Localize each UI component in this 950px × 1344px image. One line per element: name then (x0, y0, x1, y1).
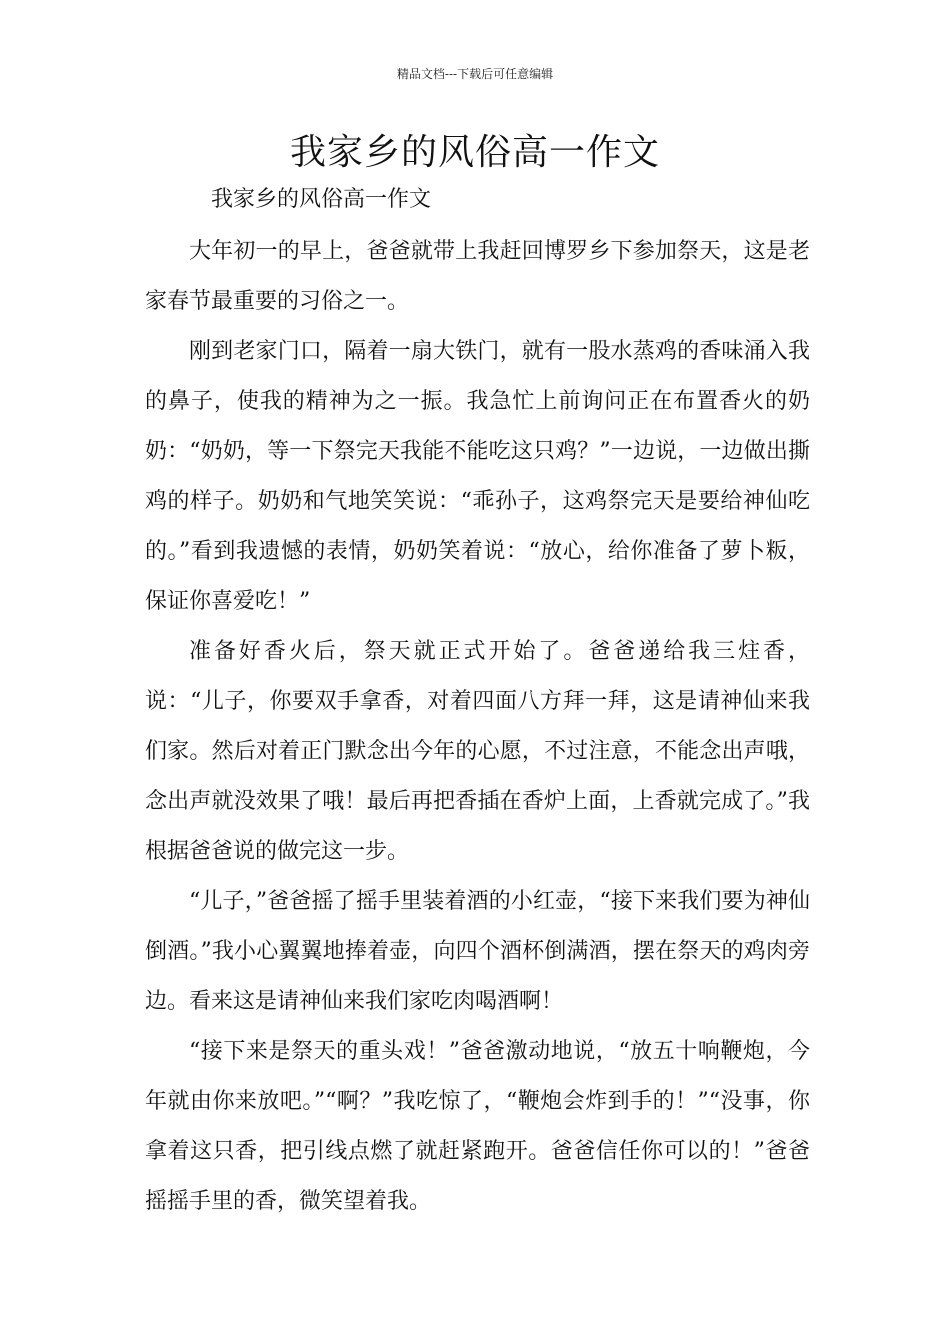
document-subtitle: 我家乡的风俗高一作文 (211, 187, 432, 212)
paragraph-2: 刚到老家门口，隔着一扇大铁门，就有一股水蒸鸡的香味涌入我的鼻子，使我的精神为之一振。我急忙上前询问正在布置香火的奶奶：“奶奶，等一下祭完天我能不能吃这只鸡？”一边说，一边做出撕鸡的样子。奶奶和气地笑笑说：“乖孙子，这鸡祭完天是要给神仙吃的。”看到我遗憾的表情，奶奶笑着说：“放心，给你准备了萝卜粄，保证你喜爱吃！” (145, 339, 810, 614)
document-body (145, 180, 810, 1227)
header-note: 精品文档---下载后可任意编辑 (396, 67, 554, 81)
document-title: 我家乡的风俗高一作文 (289, 132, 660, 173)
paragraph-1: 大年初一的早上，爸爸就带上我赶回博罗乡下参加祭天，这是老家春节最重要的习俗之一。 (145, 239, 810, 314)
paragraph-4: “儿子，”爸爸摇了摇手里装着酒的小红壶，“接下来我们要为神仙倒酒。”我小心翼翼地捧着壶，向四个酒杯倒满酒，摆在祭天的鸡肉旁边。看来这是请神仙来我们家吃肉喝酒啊！ (145, 889, 810, 1014)
paragraph-3: 准备好香火后，祭天就正式开始了。爸爸递给我三炷香，说：“儿子，你要双手拿香，对着四面八方拜一拜，这是请神仙来我们家。然后对着正门默念出今年的心愿，不过注意，不能念出声哦，念出声就没效果了哦！最后再把香插在香炉上面，上香就完成了。”我根据爸爸说的做完这一步。 (145, 639, 810, 864)
paragraph-5: “接下来是祭天的重头戏！”爸爸激动地说，“放五十响鞭炮，今年就由你来放吧。”“啊？”我吃惊了，“鞭炮会炸到手的！”“没事，你拿着这只香，把引线点燃了就赶紧跑开。爸爸信任你可以的！”爸爸摇摇手里的香，微笑望着我。 (145, 1039, 810, 1214)
